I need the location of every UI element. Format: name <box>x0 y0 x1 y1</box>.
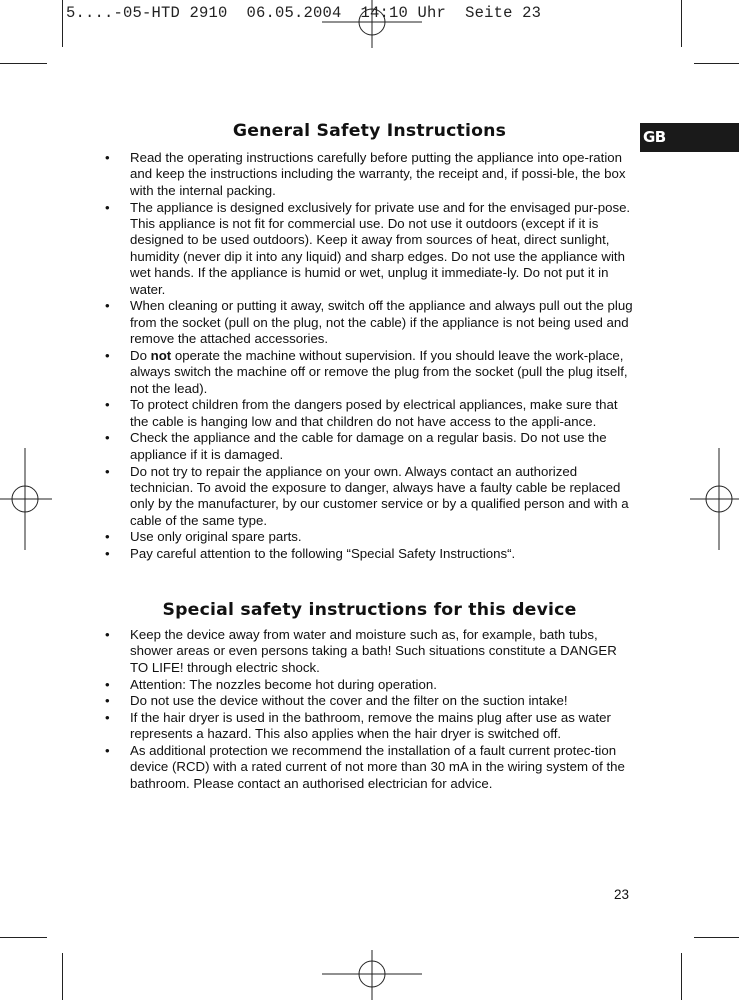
crop-mark <box>681 953 682 1000</box>
list-item: • As additional protection we recommend the installation of a fault current protec-tion device (RCD) with a rated current of not more than 30 mA in the wiring system of the bathroom. Please contact an authorised electrician for advice. <box>130 743 635 792</box>
special-safety-list <box>130 627 635 793</box>
list-item: • The appliance is designed exclusively for private use and for the envisaged pur-pose. This appliance is not fit for commercial use. Do not use it outdoors (except if it is designed to be used outdoors). Keep it away from sources of heat, direct sunlight, humidity (never dip it into any liquid) and sharp edges. Do not use the appliance with wet hands. If the appliance is humid or wet, unplug it immediate-ly. Do not put it in water. <box>130 200 635 298</box>
crop-mark <box>62 0 63 47</box>
list-item: • To protect children from the dangers posed by electrical appliances, make sure that the cable is hanging low and that children do not have access to the appli-ance. <box>130 397 635 430</box>
crop-mark <box>0 937 47 938</box>
registration-mark-icon <box>322 950 422 1000</box>
list-item <box>130 348 635 397</box>
list-item-text: operate the machine without supervision. If you should leave the work-place, always switch the machine off or remove the plug from the socket (pull the plug itself, not the lead). <box>130 347 628 396</box>
crop-mark <box>694 63 739 64</box>
list-item: • Read the operating instructions carefully before putting the appliance into ope-ration and keep the instructions including the warranty, the receipt and, if possi-ble, the box with the internal packing. <box>130 150 635 199</box>
registration-mark-icon <box>690 448 739 550</box>
general-safety-list <box>130 150 635 563</box>
list-item: • Attention: The nozzles become hot during operation. <box>130 677 635 693</box>
list-item: • Do not use the device without the cover and the filter on the suction intake! <box>130 693 635 709</box>
crop-mark <box>694 937 739 938</box>
crop-mark <box>0 63 47 64</box>
list-item-prefix: Do <box>130 347 151 363</box>
print-slug: 5....-05-HTD 2910 06.05.2004 14:10 Uhr Seite 23 <box>66 4 542 22</box>
language-tab: GB <box>640 123 739 152</box>
list-item: • When cleaning or putting it away, switch off the appliance and always pull out the plug from the socket (pull on the plug, not the cable) if the appliance is not being used and remove the attached accessories. <box>130 298 635 347</box>
section-title-special-safety: Special safety instructions for this device <box>162 600 577 620</box>
page-number: 23 <box>614 887 630 902</box>
list-item: • If the hair dryer is used in the bathroom, remove the mains plug after use as water represents a hazard. This also applies when the hair dryer is switched off. <box>130 710 635 743</box>
crop-mark <box>681 0 682 47</box>
crop-mark <box>62 953 63 1000</box>
emphasis-not: not <box>150 347 172 363</box>
list-item: • Use only original spare parts. <box>130 529 635 545</box>
list-item: • Keep the device away from water and moisture such as, for example, bath tubs, shower areas or even persons taking a bath! Such situations constitute a DANGER TO LIFE! through electric shock. <box>130 627 635 676</box>
list-item: • Do not try to repair the appliance on your own. Always contact an authorized technician. To avoid the exposure to danger, always have a faulty cable be replaced only by the manufacturer, by our customer service or by a qualified person and with a cable of the same type. <box>130 464 635 530</box>
registration-mark-icon <box>322 0 422 48</box>
list-item: • Check the appliance and the cable for damage on a regular basis. Do not use the appliance if it is damaged. <box>130 430 635 463</box>
section-title-general-safety: General Safety Instructions <box>232 121 507 141</box>
registration-mark-icon <box>0 448 52 550</box>
list-item: • Pay careful attention to the following “Special Safety Instructions“. <box>130 546 635 562</box>
